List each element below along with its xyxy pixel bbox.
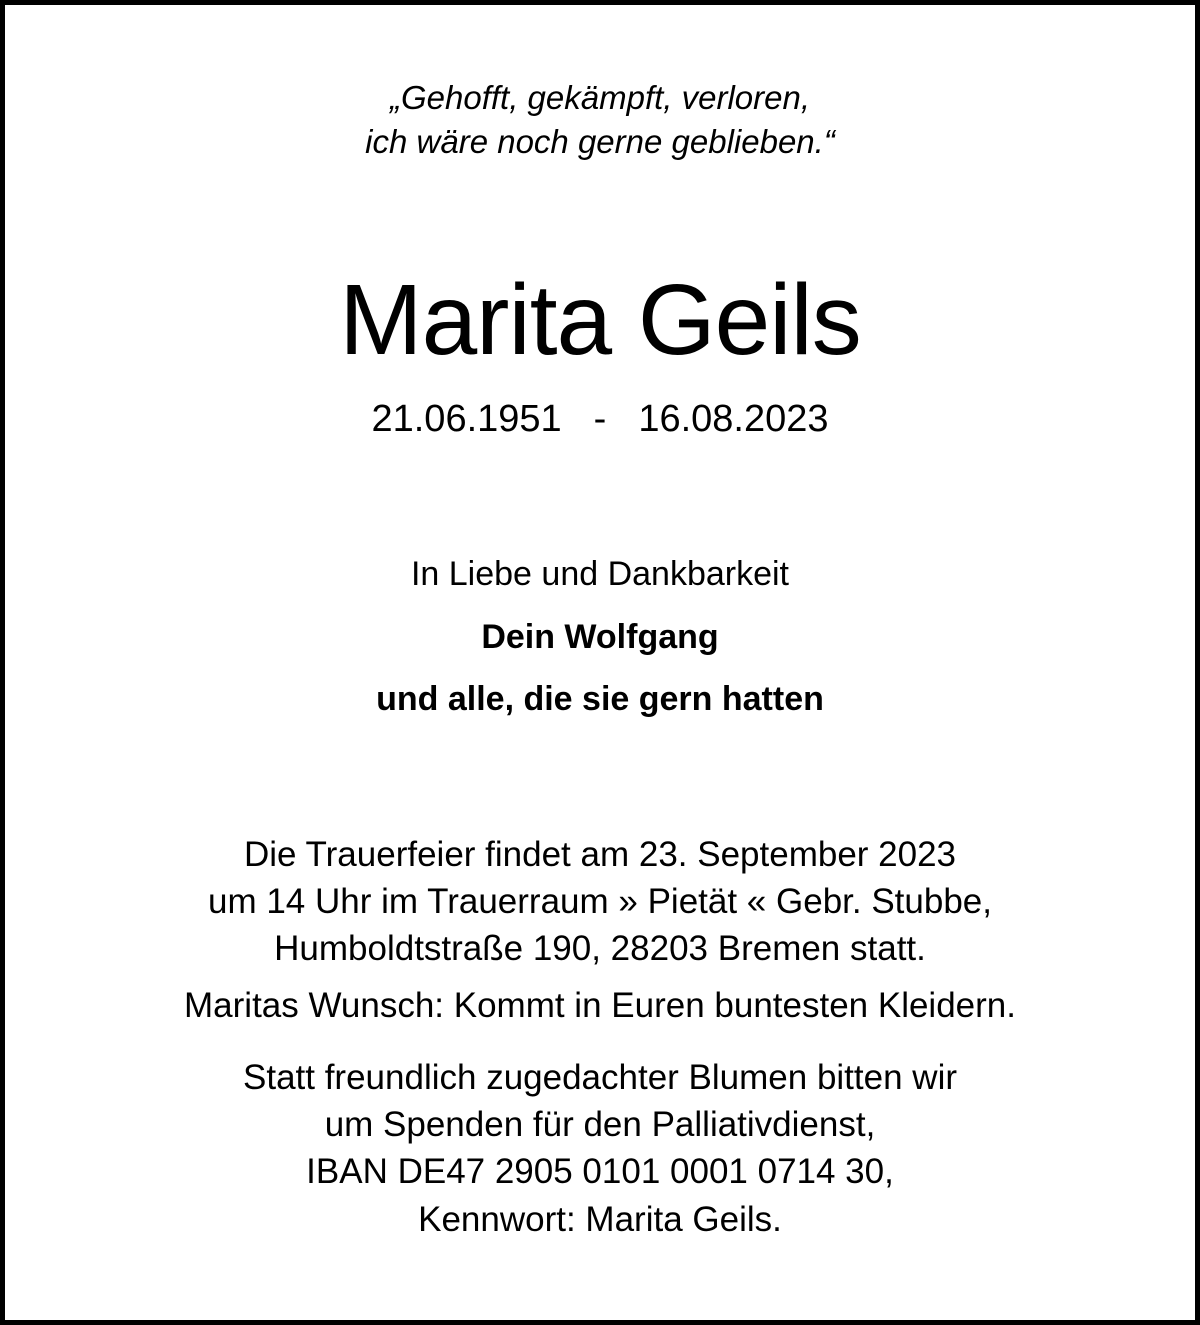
donation-line-1: Statt freundlich zugedachter Blumen bitten wir: [243, 1058, 957, 1097]
ceremony-line-2: um 14 Uhr im Trauerraum » Pietät « Gebr. Stubbe,: [208, 882, 992, 921]
ceremony-line-1: Die Trauerfeier findet am 23. September 2023: [243, 835, 957, 874]
donation-keyword: Kennwort: Marita Geils.: [418, 1200, 782, 1239]
quote-line-1: „Gehofft, gekämpft, verloren,: [389, 79, 811, 116]
signature-secondary: und alle, die sie gern hatten: [376, 680, 824, 718]
birth-date: 21.06.1951: [371, 398, 562, 440]
death-date: 16.08.2023: [638, 398, 829, 440]
ceremony-line-3: Humboldtstraße 190, 28203 Bremen statt.: [274, 929, 926, 968]
quote-line-2: ich wäre noch gerne geblieben.“: [365, 123, 835, 160]
donation-line-2: um Spenden für den Palliativdienst,: [324, 1105, 876, 1144]
date-separator: -: [593, 398, 607, 440]
signature-primary: Dein Wolfgang: [481, 618, 719, 656]
ceremony-wish: Maritas Wunsch: Kommt in Euren buntesten Kleidern.: [184, 986, 1016, 1025]
life-dates: [0, 396, 1200, 442]
deceased-name: Marita Geils: [339, 264, 861, 376]
donation-iban: IBAN DE47 2905 0101 0001 0714 30,: [306, 1152, 894, 1191]
signature-intro: In Liebe und Dankbarkeit: [410, 555, 790, 593]
